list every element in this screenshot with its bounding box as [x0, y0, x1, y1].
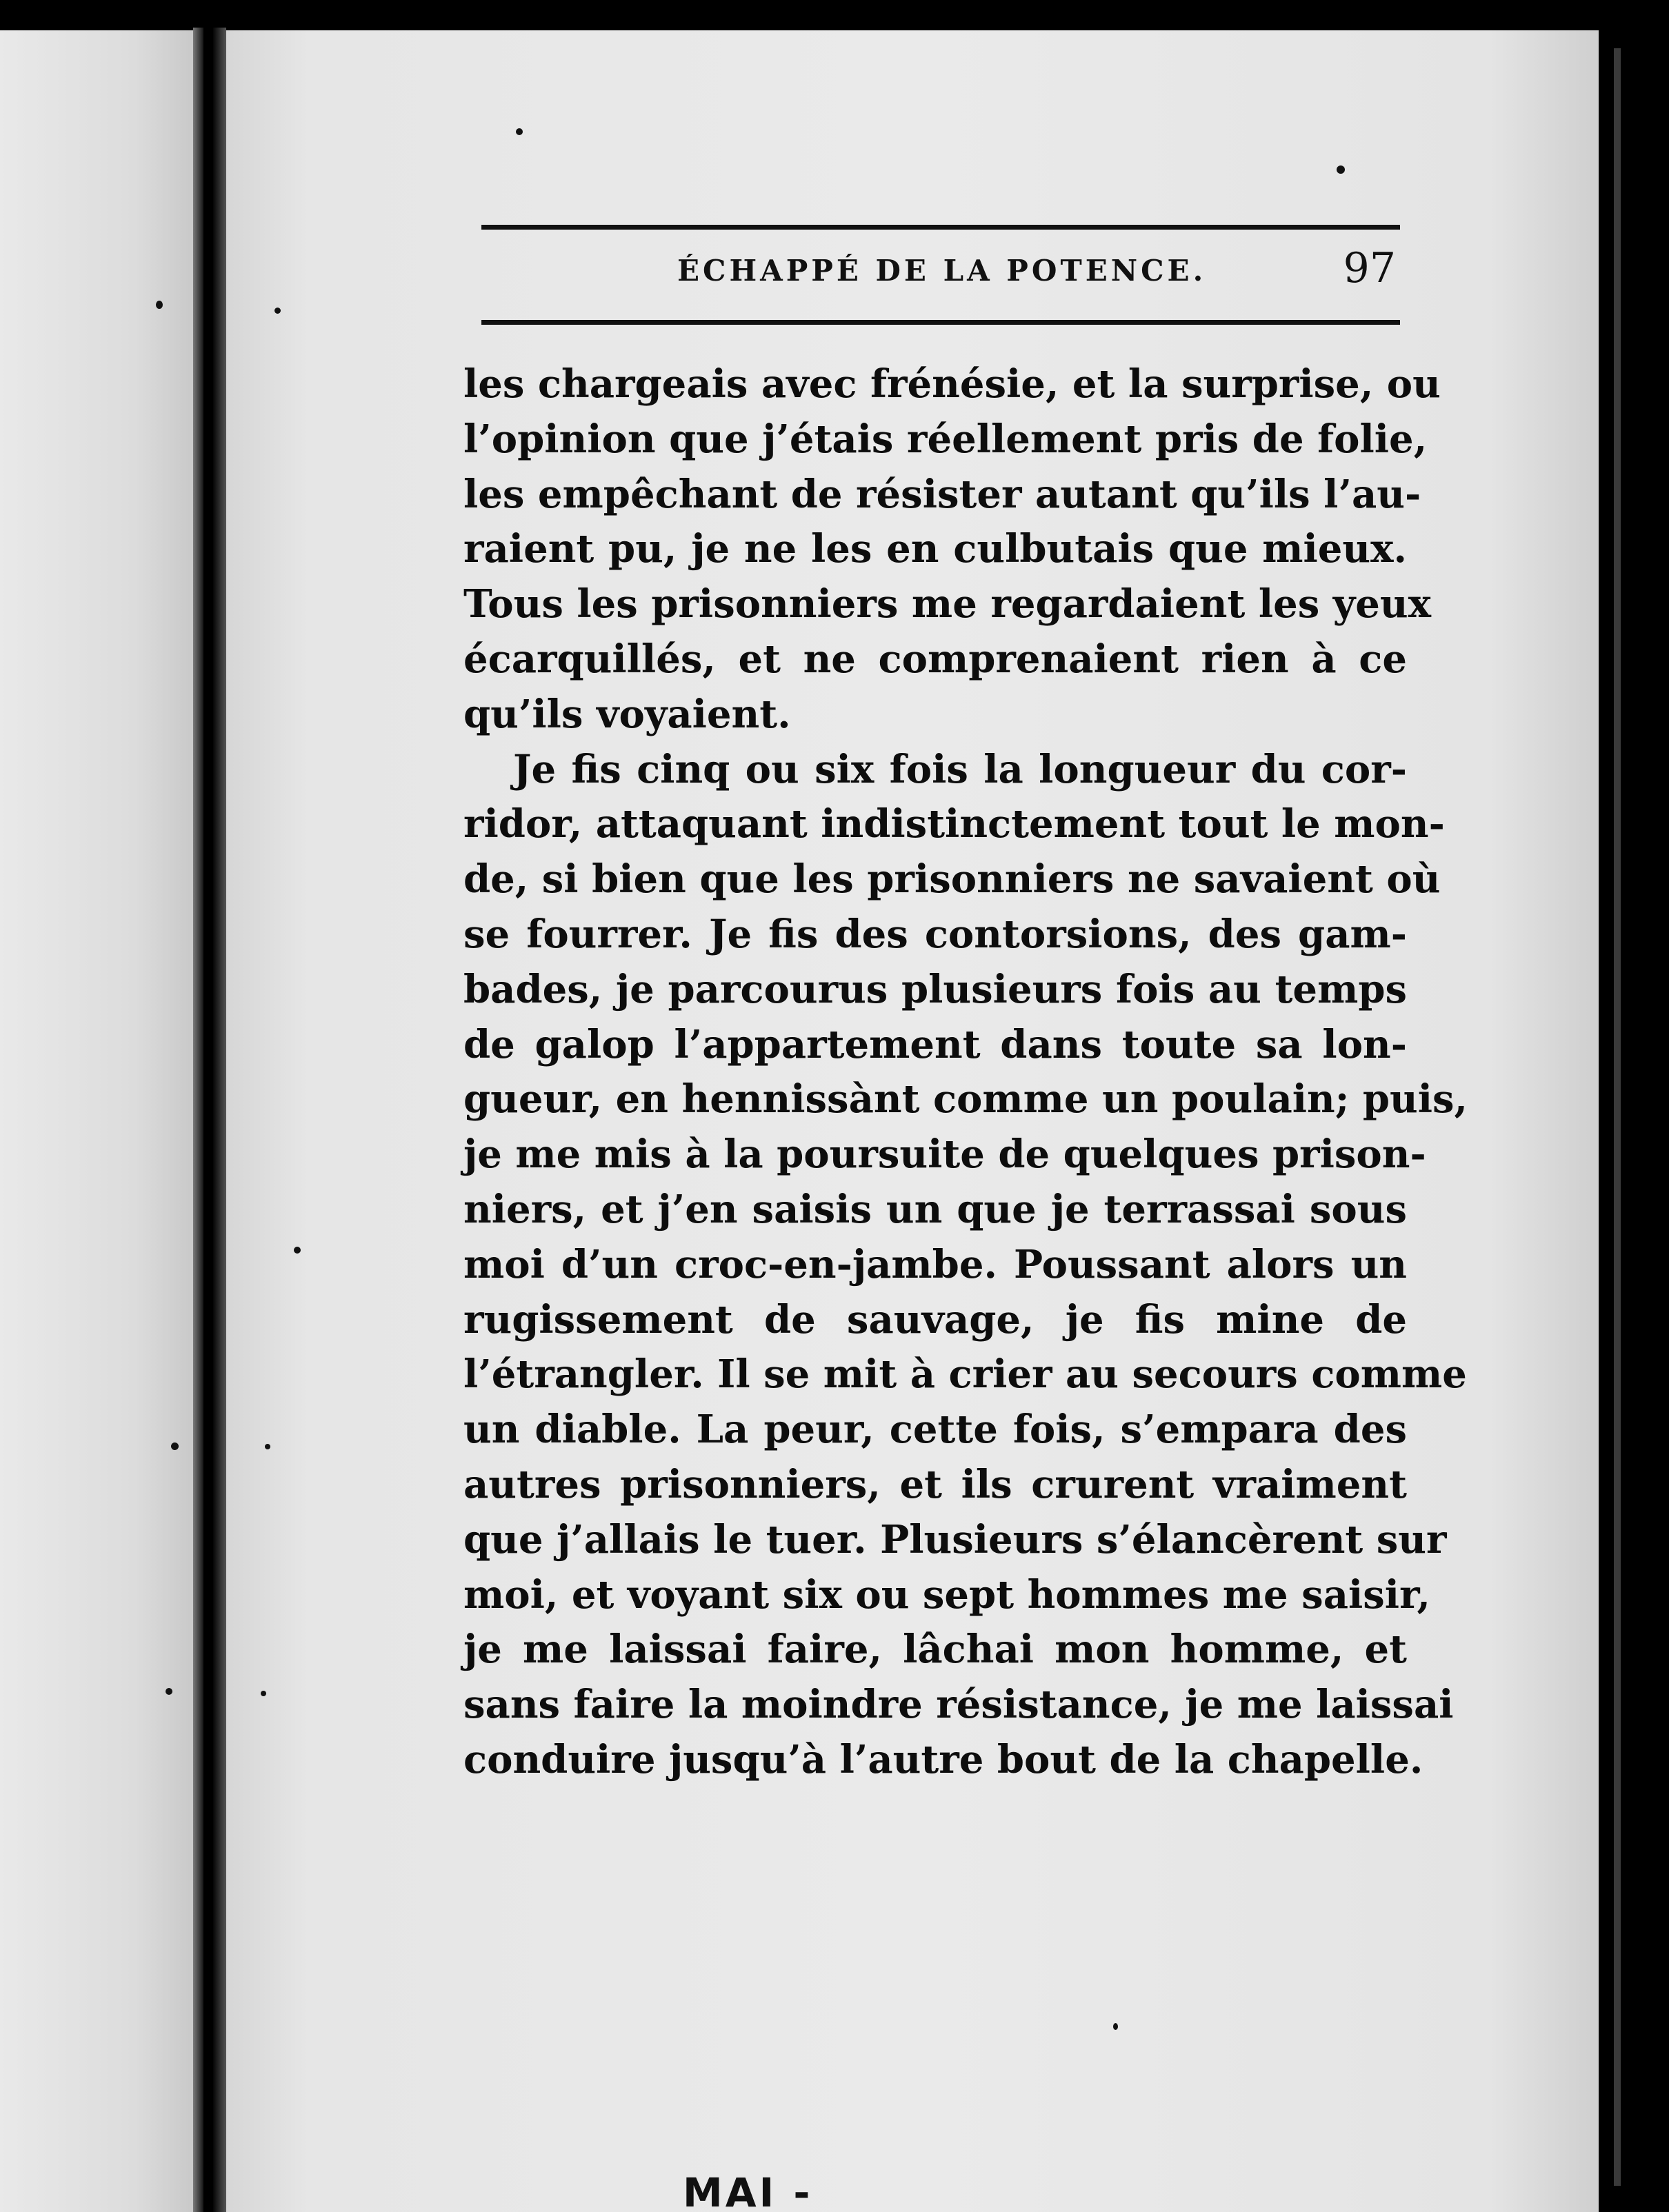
scan-right-border [1599, 28, 1669, 2212]
scan-top-border [0, 0, 1669, 30]
text-line: les chargeais avec frénésie, et la surprise, ou [463, 361, 1441, 407]
scan-speck [166, 1688, 172, 1695]
text-line: ridor, attaquant indistinctement tout le mon- [463, 801, 1445, 847]
scan-speck [265, 1444, 270, 1449]
text-line: que j’allais le tuer. Plusieurs s’élancèrent sur [463, 1516, 1447, 1562]
text-line: les empêchant de résister autant qu’ils l’au- [463, 471, 1421, 517]
text-line: Tous les prisonniers me regardaient les yeux [463, 581, 1432, 627]
text-line: sans faire la moindre résistance, je me laissai [463, 1682, 1454, 1728]
text-line: l’opinion que j’étais réellement pris de folie, [463, 416, 1428, 462]
text-line: écarquillés, et ne comprenaient rien à ce [463, 636, 1407, 682]
running-title: ÉCHAPPÉ DE LA POTENCE. [677, 254, 1207, 288]
text-line: niers, et j’en saisis un que je terrassai sous [463, 1186, 1407, 1232]
binding-line [203, 28, 213, 2212]
text-line: gueur, en hennissànt comme un poulain; puis, [463, 1076, 1468, 1123]
text-line: je me laissai faire, lâchai mon homme, et [463, 1627, 1407, 1673]
text-line: qu’ils voyaient. [463, 691, 791, 737]
scan-speck [516, 128, 523, 135]
text-line: de galop l’appartement dans toute sa lon- [463, 1021, 1407, 1067]
header-rule-bottom [481, 320, 1400, 325]
text-line: rugissement de sauvage, je fis mine de [463, 1296, 1407, 1343]
text-line: l’étrangler. Il se mit à crier au secours comme [463, 1351, 1467, 1398]
scan-speck [1113, 2023, 1118, 2030]
text-line: conduire jusqu’à l’autre bout de la chapelle. [463, 1736, 1423, 1782]
header-rule-top [481, 225, 1400, 230]
scan-speck [294, 1247, 301, 1254]
text-line: autres prisonniers, et ils crurent vraiment [463, 1461, 1407, 1507]
scan-speck [274, 308, 281, 314]
scan-speck [261, 1691, 266, 1696]
scan-speck [171, 1442, 179, 1450]
text-line: se fourrer. Je fis des contorsions, des gam- [463, 911, 1407, 957]
text-line: moi d’un croc-en-jambe. Poussant alors un [463, 1241, 1407, 1287]
running-head [481, 244, 1400, 296]
text-line: je me mis à la poursuite de quelques prison- [463, 1132, 1426, 1178]
text-line: bades, je parcourus plusieurs fois au temps [463, 966, 1407, 1012]
text-line: un diable. La peur, cette fois, s’empara des [463, 1407, 1407, 1453]
text-line: Je fis cinq ou six fois la longueur du cor- [513, 746, 1407, 792]
body-text [463, 357, 1468, 1788]
text-line: raient pu, je ne les en culbutais que mieux. [463, 526, 1407, 572]
page-number: 97 [1343, 244, 1396, 292]
library-stamp: MAI - [683, 2169, 813, 2212]
page-edge-sliver [1614, 48, 1621, 2186]
text-line: moi, et voyant six ou sept hommes me saisir, [463, 1571, 1430, 1618]
scan-speck [1337, 165, 1345, 174]
scan-speck [156, 301, 163, 309]
facing-page-edge [0, 30, 193, 2212]
text-line: de, si bien que les prisonniers ne savaient où [463, 856, 1441, 903]
